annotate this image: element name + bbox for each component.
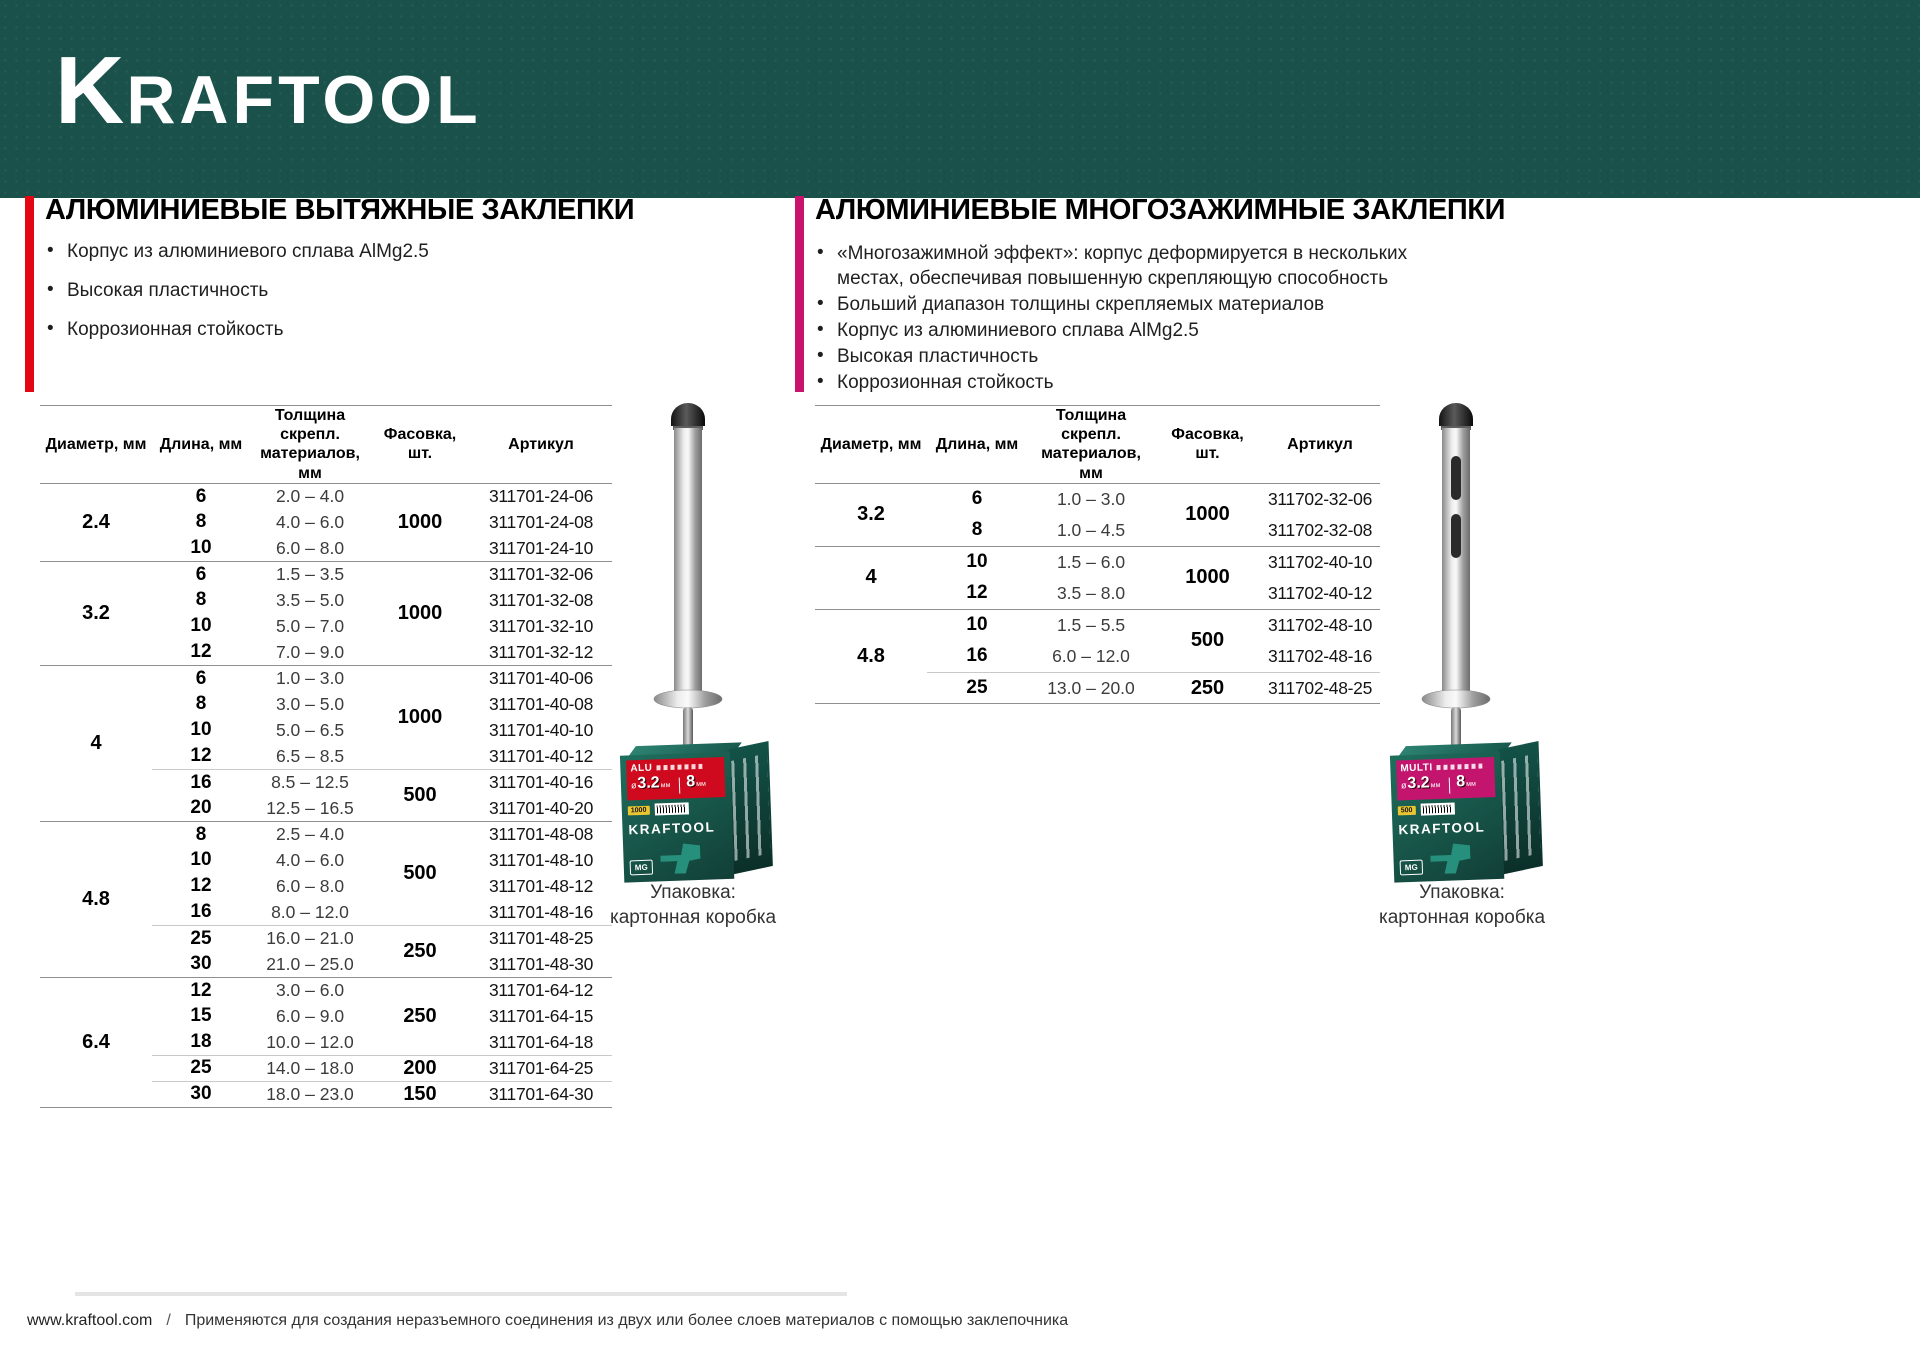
column-header: Диаметр, мм [40,406,152,484]
article-cell: 311701-40-12 [488,745,594,766]
header-band [0,0,1920,198]
barcode [1420,802,1454,815]
pack-cell: 150 [370,1081,470,1107]
length-cell: 18 [190,1031,212,1052]
diameter-cell: 6.4 [40,977,152,1107]
article-cell: 311701-24-10 [488,537,594,558]
heavy-duty-badge: MG [630,860,653,876]
diameter-cell: 2.4 [82,510,110,533]
rivet-gun-graphic [660,843,701,874]
right-accent-bar [795,196,804,392]
box-brand-text: KRAFTOOL [628,819,716,838]
bullet-item: • Коррозионная стойкость [45,320,725,340]
article-cell: 311701-64-18 [488,1031,594,1052]
box-series-label: MULTI [1400,762,1433,775]
left-section-title: АЛЮМИНИЕВЫЕ ВЫТЯЖНЫЕ ЗАКЛЕПКИ [45,194,635,226]
length-cell: 10 [190,719,212,741]
article-cell: 311701-32-12 [488,641,594,662]
product-box-alu [620,741,777,886]
diameter-cell: 4 [815,546,927,609]
diameter-cell: 4.8 [40,821,152,977]
thickness-cell: 5.0 – 7.0 [275,615,345,636]
thickness-cell: 6.0 – 8.0 [275,875,345,896]
length-cell: 10 [927,546,1027,578]
footer-url: www.kraftool.com [27,1312,153,1329]
rivet-image-multigrip [1408,398,1504,764]
box-length-unit: мм [696,780,706,789]
diameter-cell: 4.8 [815,609,927,704]
box-side-face [729,741,773,874]
length-cell: 10 [927,609,1027,641]
thickness-cell: 3.5 – 5.0 [275,589,345,610]
bullet-item: • Корпус из алюминиевого сплава AlMg2.5 [815,318,1455,343]
table-row [40,821,612,847]
article-cell: 311701-40-10 [488,719,594,740]
box-diameter-value: 3.2 [1407,774,1430,793]
footer-rule [75,1292,847,1296]
length-cell: 6 [971,488,983,510]
barcode [654,802,688,815]
length-cell: 6 [195,485,207,507]
footer [27,1312,1068,1330]
bullet-item: • Больший диапазон толщины скрепляемых материалов [815,292,1455,317]
article-cell: 311701-64-25 [470,1055,612,1081]
thickness-cell: 4.0 – 6.0 [275,511,345,532]
thickness-cell: 1.5 – 6.0 [1027,546,1155,578]
box-pack-chip: 1000 [628,805,650,815]
thickness-cell: 3.0 – 5.0 [275,693,345,714]
table-row [40,977,612,1003]
length-cell: 8 [195,589,207,611]
box-diameter-value: 3.2 [637,774,660,793]
box-label-fineprint [1437,763,1483,770]
left-bullet-list [45,242,725,359]
rivet-image-standard [640,398,736,764]
header-row [40,406,612,484]
article-cell: 311701-48-10 [488,849,594,870]
length-cell: 12 [152,977,250,1003]
thickness-cell: 1.0 – 3.0 [250,665,370,691]
box-label-strip [1396,757,1495,800]
heavy-duty-badge: MG [1400,860,1423,876]
length-cell: 12 [190,641,212,662]
pack-cell: 500 [370,821,470,925]
article-cell: 311701-48-16 [488,901,594,922]
left-packaging-caption [583,880,803,930]
pack-cell: 250 [1155,672,1260,704]
article-cell: 311701-48-08 [470,821,612,847]
pack-cell: 250 [370,925,470,977]
length-cell: 6 [152,561,250,587]
article-cell: 311701-32-10 [488,615,594,636]
thickness-cell: 3.0 – 6.0 [250,977,370,1003]
bullet-item: • Коррозионная стойкость [815,370,1455,395]
diameter-cell: 3.2 [40,561,152,665]
right-spec-table [815,405,1380,704]
box-brand-text: KRAFTOOL [1398,819,1486,838]
column-header: Толщина скрепл. материалов, мм [1027,406,1155,484]
article-cell: 311701-64-12 [470,977,612,1003]
packaging-line1: Упаковка: [650,882,736,903]
column-header: Длина, мм [152,406,250,484]
diameter-cell: 4 [40,665,152,821]
article-cell: 311701-40-08 [488,693,594,714]
table-row [815,546,1380,578]
column-header: Длина, мм [927,406,1027,484]
box-pack-chip: 500 [1398,805,1416,815]
divider [679,777,681,793]
article-cell: 311701-48-12 [488,875,594,896]
thickness-cell: 6.0 – 9.0 [275,1005,345,1026]
thickness-cell: 2.5 – 4.0 [250,821,370,847]
length-cell: 12 [190,745,212,766]
column-header: Диаметр, мм [815,406,927,484]
column-header: Артикул [470,406,612,484]
column-header: Толщина скрепл. материалов, мм [250,406,370,484]
column-header: Артикул [1260,406,1380,484]
thickness-cell: 14.0 – 18.0 [250,1055,370,1081]
header-row [815,406,1380,484]
thickness-cell: 1.0 – 3.0 [1056,488,1126,509]
article-cell: 311701-40-06 [470,665,612,691]
article-cell: 311702-48-10 [1260,609,1380,641]
pack-cell: 1000 [1155,546,1260,609]
thickness-cell: 8.0 – 12.0 [271,901,349,922]
diameter-cell: 3.2 [857,503,885,526]
thickness-cell: 1.5 – 3.5 [250,561,370,587]
pack-cell: 1000 [370,561,470,665]
thickness-cell: 6.0 – 8.0 [275,537,345,558]
length-cell: 12 [966,582,988,604]
thickness-cell: 5.0 – 6.5 [275,719,345,740]
left-accent-bar [25,196,34,392]
pack-cell: 500 [1155,609,1260,672]
footer-separator: / [166,1312,171,1329]
thickness-cell: 12.5 – 16.5 [266,797,354,818]
thickness-cell: 2.0 – 4.0 [275,486,345,506]
length-cell: 20 [190,797,212,818]
thickness-cell: 10.0 – 12.0 [266,1031,354,1052]
table-row [40,665,612,691]
box-diameter-unit: мм [660,781,671,790]
bullet-item: • Высокая пластичность [815,344,1455,369]
box-front-face [620,752,734,883]
right-bullet-list [815,241,1455,396]
article-cell: 311701-24-08 [488,511,594,532]
footer-note: Применяются для создания неразъемного соединения из двух или более слоев материалов с помощью заклепочника [184,1312,1069,1329]
length-cell: 8 [195,693,207,715]
thickness-cell: 13.0 – 20.0 [1027,672,1155,704]
length-cell: 8 [195,511,207,533]
thickness-cell: 6.0 – 12.0 [1052,645,1130,666]
length-cell: 6 [152,665,250,691]
bullet-item: • Корпус из алюминиевого сплава AlMg2.5 [45,242,725,262]
length-cell: 15 [190,1005,212,1027]
length-cell: 25 [152,1055,250,1081]
article-cell: 311701-40-20 [488,797,594,818]
article-cell: 311702-48-16 [1267,645,1373,666]
box-side-face [1499,741,1543,874]
length-cell: 10 [190,849,212,871]
thickness-cell: 16.0 – 21.0 [250,925,370,951]
pack-cell: 1000 [1185,503,1230,526]
logo-text: RAFTOOL [126,62,482,138]
box-series-label: ALU [630,762,653,775]
pack-cell: 1000 [397,510,443,533]
article-cell: 311701-24-06 [488,486,594,506]
left-spec-table [40,405,612,1108]
article-cell: 311702-40-12 [1267,582,1373,603]
length-cell: 25 [927,672,1027,704]
rivet-gun-graphic [1430,843,1471,874]
thickness-cell: 4.0 – 6.0 [275,849,345,870]
box-label-fineprint [656,764,702,771]
article-cell: 311701-32-06 [470,561,612,587]
thickness-cell: 8.5 – 12.5 [250,769,370,795]
article-cell: 311701-40-16 [470,769,612,795]
article-cell: 311701-48-25 [470,925,612,951]
product-box-multi [1390,741,1547,886]
length-cell: 10 [190,537,212,558]
thickness-cell: 1.0 – 4.5 [1056,519,1126,540]
article-cell: 311701-48-30 [488,953,594,974]
article-cell: 311702-32-08 [1267,519,1373,540]
length-cell: 30 [152,1081,250,1107]
bullet-item: • «Многозажимной эффект»: корпус деформируется в нескольких местах, обеспечивая повышенную скрепляющую способность [815,241,1455,291]
thickness-cell: 18.0 – 23.0 [250,1081,370,1107]
bullet-item: • Высокая пластичность [45,281,725,301]
length-cell: 25 [152,925,250,951]
kraftool-logo [55,36,482,146]
table-row [40,561,612,587]
table-row [40,483,612,509]
article-cell: 311701-64-15 [488,1005,594,1026]
thickness-cell: 6.5 – 8.5 [275,745,345,766]
thickness-cell: 1.5 – 5.5 [1027,609,1155,641]
thickness-cell: 21.0 – 25.0 [266,953,354,974]
box-length-unit: мм [1466,780,1476,789]
packaging-line2: картонная коробка [1378,907,1546,928]
article-cell: 311701-32-08 [488,589,594,610]
box-label-strip [626,757,725,800]
box-length-value: 8 [685,773,696,791]
diameter-symbol: ø [1400,780,1407,791]
article-cell: 311702-48-25 [1260,672,1380,704]
length-cell: 30 [190,953,212,974]
divider [1449,777,1451,793]
pack-cell: 200 [370,1055,470,1081]
length-cell: 8 [152,821,250,847]
article-cell: 311701-64-30 [470,1081,612,1107]
length-cell: 10 [190,615,212,637]
table-row [815,609,1380,641]
right-packaging-caption [1352,880,1572,930]
article-cell: 311702-32-06 [1267,488,1373,509]
thickness-cell: 3.5 – 8.0 [1056,582,1126,603]
table-row [815,483,1380,515]
pack-cell: 1000 [370,665,470,769]
box-diameter-unit: мм [1430,781,1441,790]
diameter-symbol: ø [630,780,637,791]
pack-cell: 500 [370,769,470,821]
column-header: Фасовка, шт. [1155,406,1260,484]
pack-cell: 250 [370,977,470,1055]
packaging-line1: Упаковка: [1419,882,1505,903]
thickness-cell: 7.0 – 9.0 [275,641,345,662]
packaging-line2: картонная коробка [609,907,777,928]
logo-letter-k: K [55,37,127,144]
length-cell: 8 [971,519,983,541]
article-cell: 311702-40-10 [1260,546,1380,578]
column-header: Фасовка, шт. [370,406,470,484]
right-section-title: АЛЮМИНИЕВЫЕ МНОГОЗАЖИМНЫЕ ЗАКЛЕПКИ [815,194,1506,226]
length-cell: 16 [190,901,212,922]
box-front-face [1390,752,1504,883]
length-cell: 16 [966,645,988,667]
length-cell: 12 [190,875,212,897]
box-length-value: 8 [1455,773,1466,791]
length-cell: 16 [152,769,250,795]
